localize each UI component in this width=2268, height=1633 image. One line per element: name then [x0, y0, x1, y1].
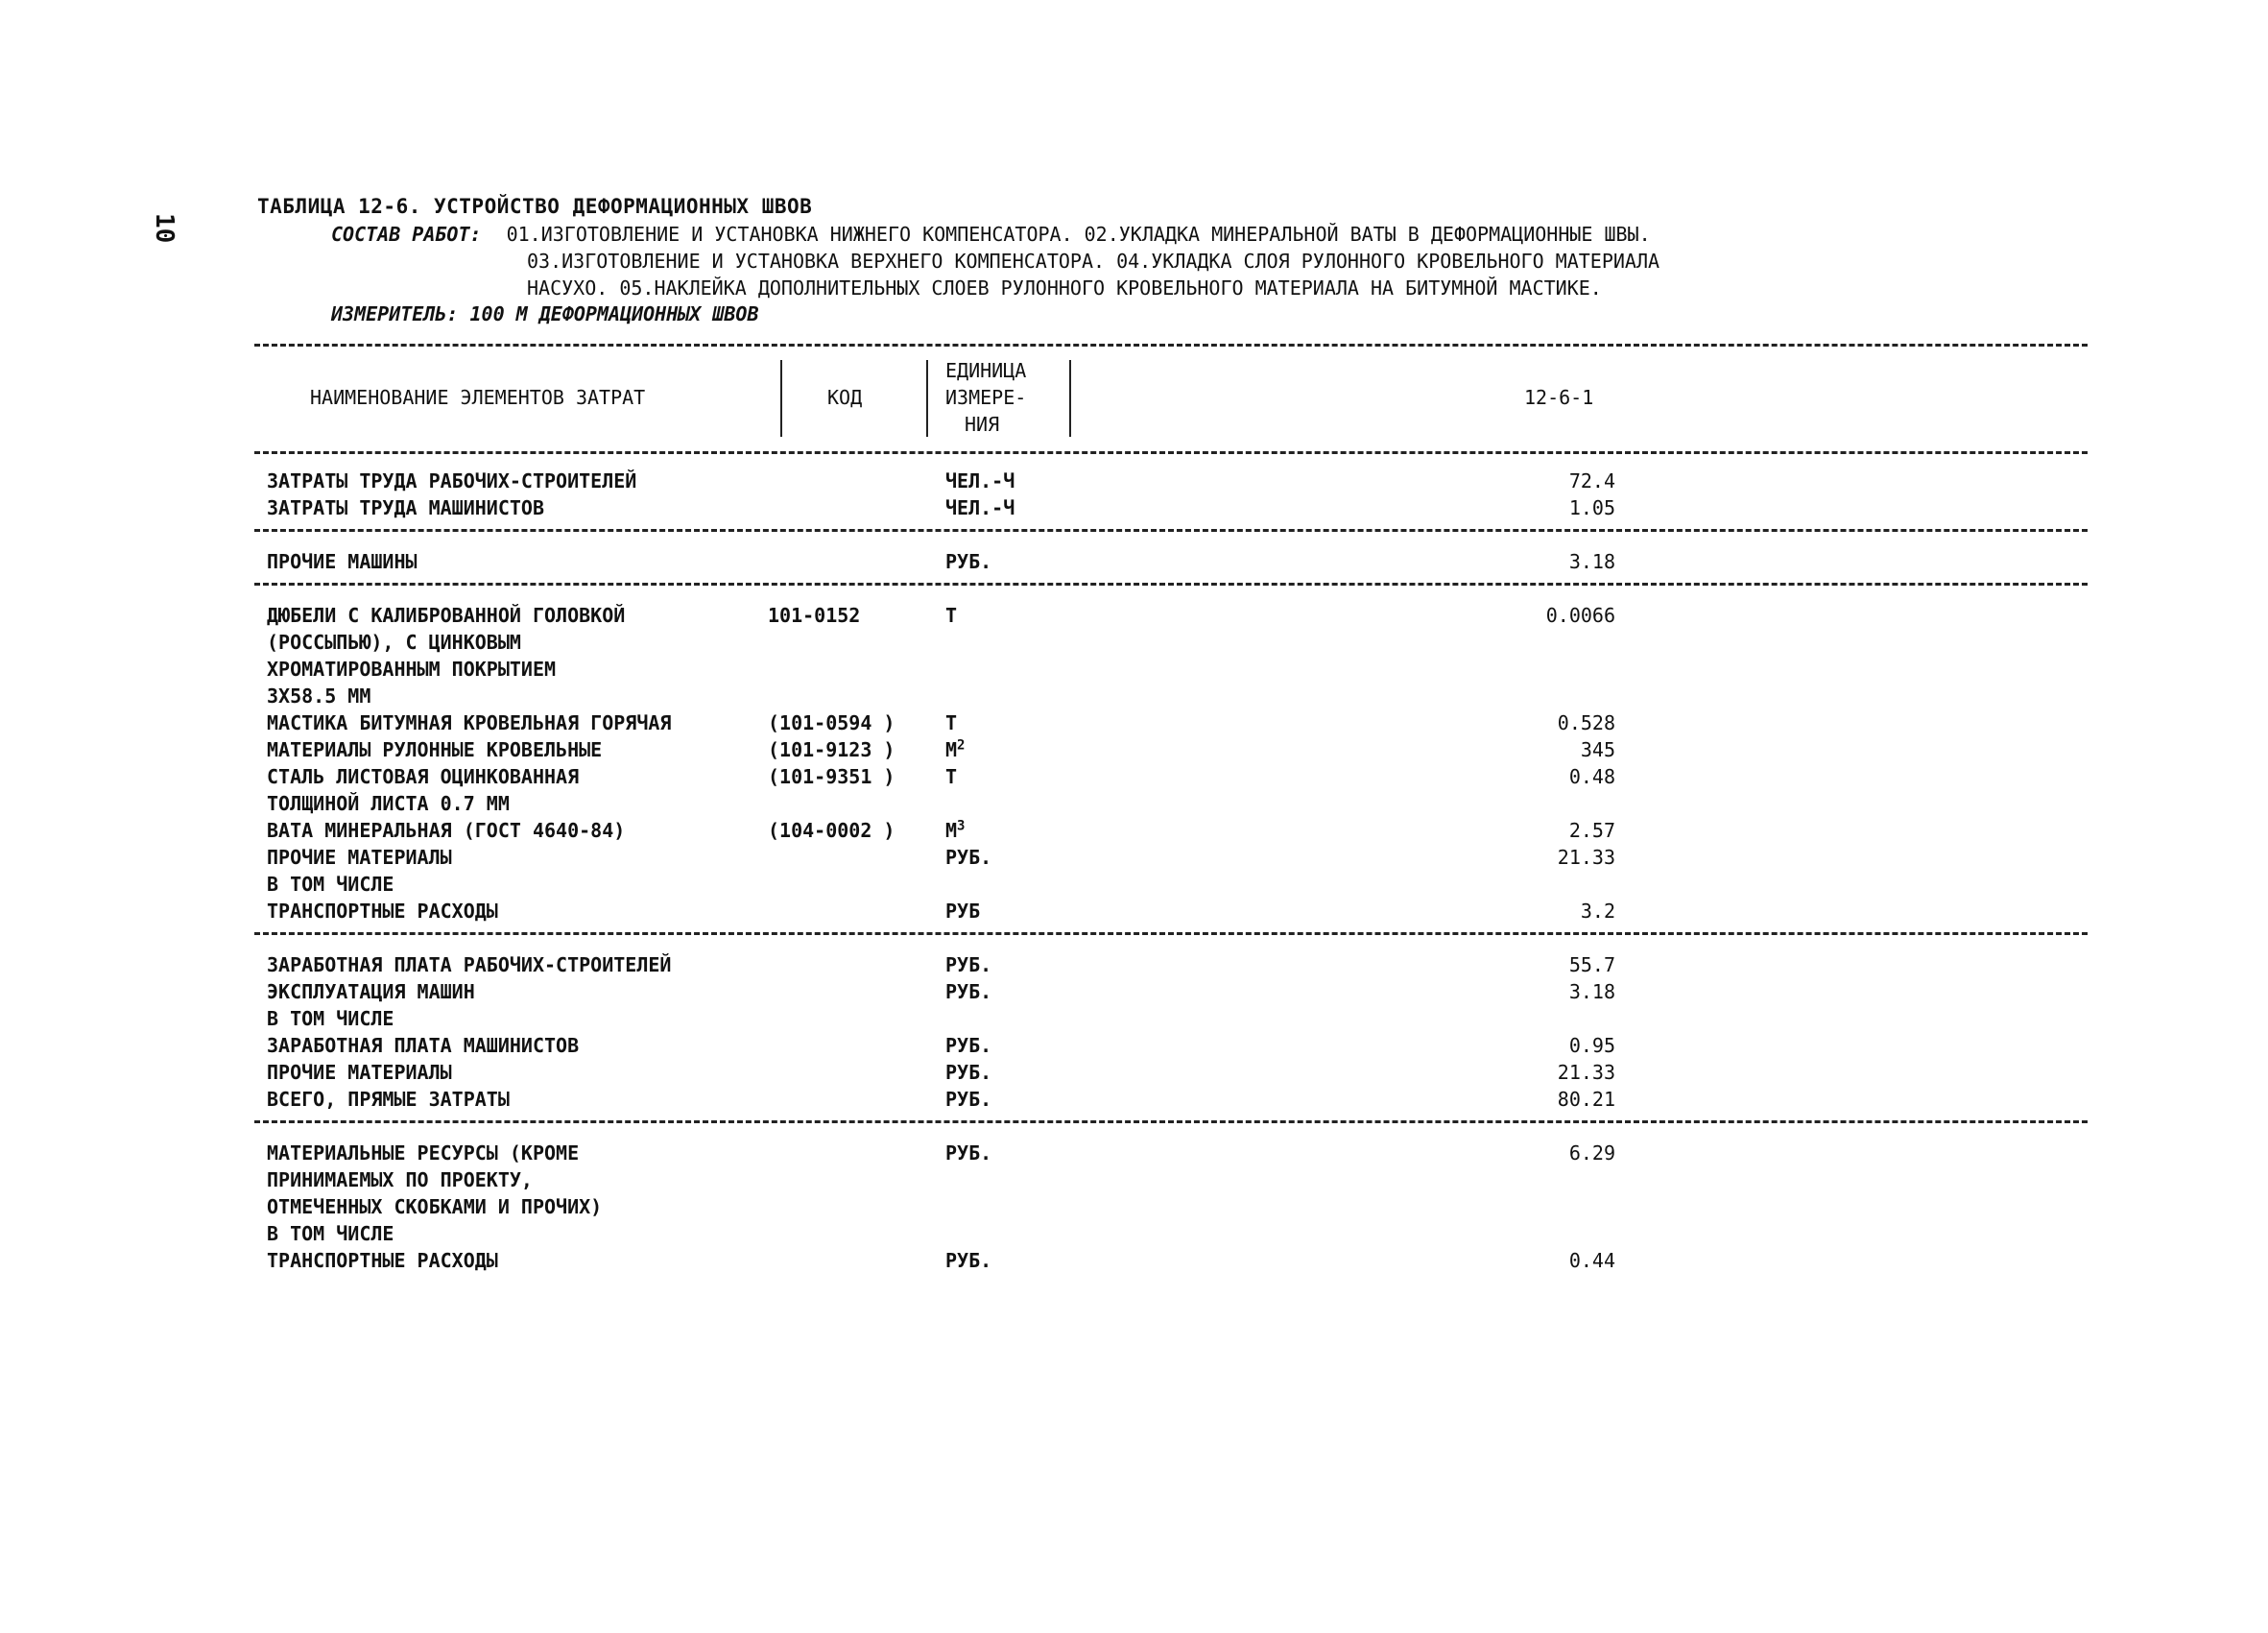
- cost-element-unit: РУБ.: [945, 953, 992, 976]
- cost-element-code: (101-9351 ): [768, 765, 895, 788]
- header-unit-1: ЕДИНИЦА: [945, 359, 1027, 382]
- composition-line-2: 03.ИЗГОТОВЛЕНИЕ И УСТАНОВКА ВЕРХНЕГО КОМПЕНСАТОРА. 04.УКЛАДКА СЛОЯ РУЛОННОГО КРОВЕЛЬНОГО МАТЕРИАЛА: [527, 250, 1660, 273]
- group-divider-rule: [254, 583, 2088, 586]
- cost-element-unit: РУБ.: [945, 846, 992, 869]
- cost-element-value: 21.33: [1557, 846, 1615, 869]
- cost-element-name: ТРАНСПОРТНЫЕ РАСХОДЫ: [267, 1249, 498, 1272]
- cost-element-unit: РУБ.: [945, 1034, 992, 1057]
- header-unit-2: ИЗМЕРЕ-: [945, 386, 1027, 409]
- composition-label: СОСТАВ РАБОТ:: [331, 223, 482, 246]
- cost-element-value: 55.7: [1568, 953, 1615, 976]
- cost-element-name: ХРОМАТИРОВАННЫМ ПОКРЫТИЕМ: [267, 658, 557, 681]
- cost-element-value: 0.48: [1568, 765, 1615, 788]
- table-row: [0, 656, 2268, 683]
- cost-element-name: В ТОМ ЧИСЛЕ: [267, 1222, 394, 1245]
- table-row: [0, 1220, 2268, 1247]
- header-norm: 12-6-1: [1524, 386, 1594, 409]
- cost-element-name: ТРАНСПОРТНЫЕ РАСХОДЫ: [267, 900, 498, 923]
- group-divider-rule: [254, 529, 2088, 532]
- cost-element-name: ВАТА МИНЕРАЛЬНАЯ (ГОСТ 4640-84): [267, 819, 626, 842]
- cost-element-name: ЗАРАБОТНАЯ ПЛАТА МАШИНИСТОВ: [267, 1034, 580, 1057]
- cost-element-unit: РУБ.: [945, 980, 992, 1003]
- cost-element-name: ПРОЧИЕ МАТЕРИАЛЫ: [267, 846, 452, 869]
- cost-element-unit: Т: [945, 604, 958, 627]
- cost-element-value: 3.2: [1580, 900, 1615, 923]
- cost-element-name: ПРОЧИЕ МАТЕРИАЛЫ: [267, 1061, 452, 1084]
- page-number: 10: [150, 213, 179, 244]
- cost-element-name: (РОССЫПЬЮ), С ЦИНКОВЫМ: [267, 631, 521, 654]
- cost-element-unit: РУБ.: [945, 1088, 992, 1111]
- cost-element-name: ЗАТРАТЫ ТРУДА МАШИНИСТОВ: [267, 496, 544, 519]
- cost-element-unit: Т: [945, 765, 958, 788]
- header-top-rule: [254, 344, 2088, 347]
- cost-element-value: 3.18: [1568, 980, 1615, 1003]
- cost-element-name: МАТЕРИАЛЫ РУЛОННЫЕ КРОВЕЛЬНЫЕ: [267, 738, 603, 761]
- table-row: [0, 763, 2268, 790]
- cost-element-name: ВСЕГО, ПРЯМЫЕ ЗАТРАТЫ: [267, 1088, 510, 1111]
- cost-element-value: 3.18: [1568, 550, 1615, 573]
- table-row: [0, 1166, 2268, 1193]
- cost-element-unit: $М^3$: [945, 818, 966, 842]
- table-row: [0, 790, 2268, 817]
- cost-element-unit: ЧЕЛ.-Ч: [945, 469, 1015, 492]
- table-row: [0, 548, 2268, 575]
- cost-element-value: 0.44: [1568, 1249, 1615, 1272]
- table-row: [0, 817, 2268, 844]
- cost-element-name: МАСТИКА БИТУМНАЯ КРОВЕЛЬНАЯ ГОРЯЧАЯ: [267, 711, 672, 734]
- cost-element-name: ПРОЧИЕ МАШИНЫ: [267, 550, 418, 573]
- table-row: [0, 1193, 2268, 1220]
- group-divider-rule: [254, 932, 2088, 935]
- table-row: [0, 1247, 2268, 1274]
- meter: ИЗМЕРИТЕЛЬ: 100 М ДЕФОРМАЦИОННЫХ ШВОВ: [331, 302, 759, 325]
- cost-element-unit: РУБ.: [945, 1141, 992, 1165]
- cost-element-value: 345: [1580, 738, 1615, 761]
- header-divider-3: [1069, 360, 1071, 437]
- table-row: [0, 494, 2268, 521]
- table-row: [0, 844, 2268, 871]
- table-row: [0, 736, 2268, 763]
- cost-element-code: (104-0002 ): [768, 819, 895, 842]
- group-divider-rule: [254, 1120, 2088, 1123]
- table-row: [0, 951, 2268, 978]
- header-divider-2: [926, 360, 928, 437]
- cost-element-name: СТАЛЬ ЛИСТОВАЯ ОЦИНКОВАННАЯ: [267, 765, 580, 788]
- table-row: [0, 1059, 2268, 1086]
- cost-element-unit: РУБ.: [945, 1061, 992, 1084]
- table-row: [0, 468, 2268, 494]
- cost-element-name: ЗАТРАТЫ ТРУДА РАБОЧИХ-СТРОИТЕЛЕЙ: [267, 469, 637, 492]
- table-row: [0, 898, 2268, 925]
- header-bottom-rule: [254, 451, 2088, 454]
- cost-element-value: 6.29: [1568, 1141, 1615, 1165]
- cost-element-name: ЗАРАБОТНАЯ ПЛАТА РАБОЧИХ-СТРОИТЕЛЕЙ: [267, 953, 672, 976]
- cost-element-name: В ТОМ ЧИСЛЕ: [267, 1007, 394, 1030]
- unit-exponent: 2: [957, 737, 966, 754]
- composition-line-3: НАСУХО. 05.НАКЛЕЙКА ДОПОЛНИТЕЛЬНЫХ СЛОЕВ РУЛОННОГО КРОВЕЛЬНОГО МАТЕРИАЛА НА БИТУМНОЙ МАСТИКЕ.: [527, 276, 1602, 300]
- cost-element-value: 0.528: [1557, 711, 1615, 734]
- cost-element-name: ОТМЕЧЕННЫХ СКОБКАМИ И ПРОЧИХ): [267, 1195, 603, 1218]
- cost-element-code: 101-0152: [768, 604, 861, 627]
- cost-element-value: 80.21: [1557, 1088, 1615, 1111]
- table-row: [0, 683, 2268, 709]
- cost-element-unit: РУБ.: [945, 550, 992, 573]
- cost-element-name: ПРИНИМАЕМЫХ ПО ПРОЕКТУ,: [267, 1168, 533, 1191]
- cost-element-unit: РУБ: [945, 900, 981, 923]
- cost-element-name: ТОЛЩИНОЙ ЛИСТА 0.7 ММ: [267, 792, 510, 815]
- cost-element-code: (101-0594 ): [768, 711, 895, 734]
- cost-element-name: ЭКСПЛУАТАЦИЯ МАШИН: [267, 980, 475, 1003]
- header-name: НАИМЕНОВАНИЕ ЭЛЕМЕНТОВ ЗАТРАТ: [310, 386, 646, 409]
- table-title: ТАБЛИЦА 12-6. УСТРОЙСТВО ДЕФОРМАЦИОННЫХ ШВОВ: [257, 195, 813, 218]
- cost-element-name: ДЮБЕЛИ С КАЛИБРОВАННОЙ ГОЛОВКОЙ: [267, 604, 626, 627]
- cost-element-unit: Т: [945, 711, 958, 734]
- cost-element-value: 1.05: [1568, 496, 1615, 519]
- table-row: [0, 871, 2268, 898]
- cost-element-name: В ТОМ ЧИСЛЕ: [267, 873, 394, 896]
- table-row: [0, 629, 2268, 656]
- cost-element-code: (101-9123 ): [768, 738, 895, 761]
- table-row: [0, 1140, 2268, 1166]
- composition-line-1: 01.ИЗГОТОВЛЕНИЕ И УСТАНОВКА НИЖНЕГО КОМПЕНСАТОРА. 02.УКЛАДКА МИНЕРАЛЬНОЙ ВАТЫ В ДЕФОРМАЦИОННЫЕ ШВЫ.: [506, 223, 1651, 246]
- table-row: [0, 978, 2268, 1005]
- cost-element-name: МАТЕРИАЛЬНЫЕ РЕСУРСЫ (КРОМЕ: [267, 1141, 580, 1165]
- header-divider-1: [780, 360, 782, 437]
- cost-element-unit: ЧЕЛ.-Ч: [945, 496, 1015, 519]
- table-row: [0, 1086, 2268, 1113]
- cost-element-value: 0.0066: [1545, 604, 1615, 627]
- cost-element-unit: РУБ.: [945, 1249, 992, 1272]
- table-row: [0, 1005, 2268, 1032]
- header-unit-3: НИЯ: [965, 413, 1000, 436]
- cost-element-value: 2.57: [1568, 819, 1615, 842]
- table-row: [0, 709, 2268, 736]
- header-code: КОД: [827, 386, 863, 409]
- cost-element-value: 72.4: [1568, 469, 1615, 492]
- cost-element-name: 3Х58.5 ММ: [267, 684, 371, 708]
- table-row: [0, 602, 2268, 629]
- cost-element-unit: $М^2$: [945, 737, 966, 761]
- cost-element-value: 0.95: [1568, 1034, 1615, 1057]
- table-row: [0, 1032, 2268, 1059]
- cost-element-value: 21.33: [1557, 1061, 1615, 1084]
- unit-exponent: 3: [957, 818, 966, 834]
